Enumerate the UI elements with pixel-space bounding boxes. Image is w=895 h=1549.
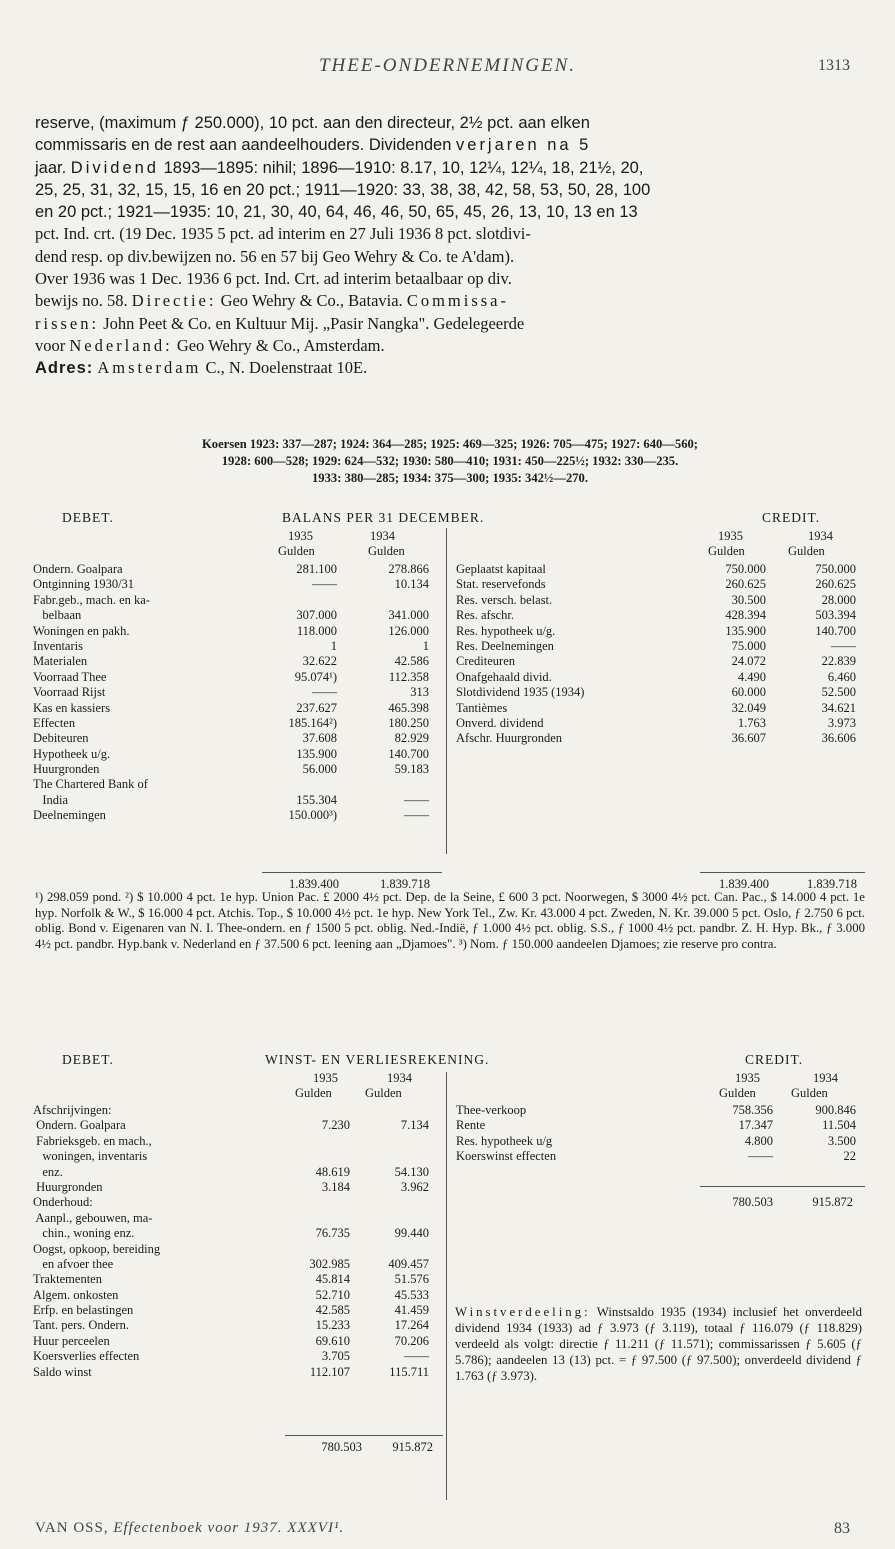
footer-page-number: 83 <box>834 1520 850 1537</box>
balans-debet-colheads <box>262 529 442 559</box>
value-1935: 758.356 <box>732 1103 773 1117</box>
table-row <box>33 1103 443 1118</box>
page-number: 1313 <box>818 57 850 74</box>
value-1935: 4.800 <box>744 1133 773 1148</box>
total-rule <box>285 1435 443 1436</box>
intro-line <box>35 157 865 179</box>
intro-line <box>35 313 865 335</box>
value-1934: 41.459 <box>394 1303 429 1318</box>
row-label: Ondern. Goalpara <box>33 562 123 576</box>
value-1935: 118.000 <box>296 623 337 638</box>
row-label: Res. versch. belast. <box>456 592 553 607</box>
row-label: Tant. pers. Ondern. <box>33 1318 129 1333</box>
total-1935: 780.503 <box>732 1195 773 1209</box>
value-1935: 428.394 <box>725 608 766 623</box>
total-rule <box>700 1186 865 1187</box>
row-label: Geplaatst kapitaal <box>456 562 546 576</box>
row-label: Deelnemingen <box>33 808 106 823</box>
intro-text: jaar. <box>35 158 67 177</box>
row-label: Ontginning 1930/31 <box>33 577 135 592</box>
table-row <box>456 608 866 623</box>
table-row <box>456 701 866 716</box>
value-1934: 313 <box>410 685 429 700</box>
table-row <box>456 1134 866 1149</box>
row-label: chin., woning enz. <box>33 1226 135 1241</box>
balans-title: BALANS PER 31 DECEMBER. <box>282 510 485 525</box>
unit-head: Gulden <box>788 544 825 558</box>
balans-debet-table <box>33 562 443 824</box>
year-head: 1934 <box>808 529 833 543</box>
unit-head: Gulden <box>278 544 315 558</box>
row-label: Erfp. en belastingen <box>33 1303 134 1318</box>
value-1934: 126.000 <box>388 623 429 638</box>
running-header: THEE-ONDERNEMINGEN. <box>318 55 576 76</box>
value-1935: 135.900 <box>725 623 766 638</box>
value-1934: 278.866 <box>388 562 429 576</box>
table-row <box>456 731 866 746</box>
value-1935: 281.100 <box>296 562 337 576</box>
intro-text: bewijs no. 58. <box>35 291 128 311</box>
table-row <box>33 1272 443 1287</box>
value-1935: 135.900 <box>296 746 337 761</box>
row-label: Res. hypotheek u/g <box>456 1133 553 1148</box>
value-1934: 465.398 <box>388 700 429 715</box>
year-head: 1935 <box>735 1071 760 1085</box>
value-1934: 45.533 <box>394 1287 429 1302</box>
intro-line: 25, 25, 31, 32, 15, 15, 16 en 20 pct.; 1911—1920: 33, 38, 38, 42, 58, 53, 50, 28, 100 <box>35 180 651 199</box>
intro-line: en 20 pct.; 1921—1935: 10, 21, 30, 40, 64, 46, 46, 50, 65, 45, 26, 13, 10, 13 en 13 <box>35 203 638 222</box>
table-row <box>33 762 443 777</box>
table-row <box>33 608 443 623</box>
table-row <box>33 1226 443 1241</box>
row-label: Inventaris <box>33 638 83 653</box>
table-row <box>456 654 866 669</box>
year-head: 1935 <box>288 529 313 543</box>
value-1934: 70.206 <box>394 1333 429 1348</box>
value-1934: 82.929 <box>394 731 429 746</box>
winst-debet-table <box>33 1103 443 1380</box>
row-label: Woningen en pakh. <box>33 623 130 638</box>
table-row <box>33 1303 443 1318</box>
unit-head: Gulden <box>295 1086 332 1100</box>
intro-line: pct. Ind. crt. (19 Dec. 1935 5 pct. ad interim en 27 Juli 1936 8 pct. slotdivi- <box>35 224 531 244</box>
unit-head: Gulden <box>791 1086 828 1100</box>
table-row <box>33 1318 443 1333</box>
table-row <box>33 1149 443 1164</box>
row-label: Kas en kassiers <box>33 700 111 715</box>
row-label: Debiteuren <box>33 731 89 746</box>
value-1935: 150.000³) <box>288 808 337 823</box>
unit-head: Gulden <box>368 544 405 558</box>
value-1934: 750.000 <box>815 562 856 576</box>
row-label: Fabrieksgeb. en mach., <box>33 1133 152 1148</box>
value-1934: 36.606 <box>821 731 856 746</box>
balance-footnotes: ¹) 298.059 pond. ²) $ 10.000 4 pct. 1e hyp. Union Pac. £ 2000 4½ pct. Dep. de la Seine, £ 600 3 pct. Noorwegen, $ 3000 4½ pct. Can. Pac., $ 14.000 4 pct. 1e hyp. Norfolk & W., $ 16.000 4 pct. Atchis. Top., $ 10.000 4½ pct. 1e hyp. New York Tel., Zw. Kr. 43.000 4 pct. Zweden, N. Kr. 39.000 5 pct. Oslo, ƒ 2.750 6 pct. oblig. Bond v. Eigenaren van N. I. Thee-ondern. en ƒ 1500 5 pct. oblig. Ned.-Indië, ƒ 1.000 4½ pct. oblig. S.S., ƒ 1000 4½ pct. pandbr. Z. H. Hyp. Bk., ƒ 3.000 4½ pct. pandbr. Hyp.bank v. Nederland en ƒ 37.500 6 pct. leening aan „Djamoes". ³) Nom. ƒ 150.000 aandeelen Djamoes; zie reserve pro contra. <box>35 890 865 951</box>
winst-title: WINST- EN VERLIESREKENING. <box>265 1052 490 1067</box>
value-1934: 54.130 <box>394 1164 429 1179</box>
winst-credit-label: CREDIT. <box>745 1052 804 1067</box>
spaced-text: Dividend <box>70 158 159 177</box>
row-label: enz. <box>33 1164 63 1179</box>
intro-line <box>35 134 865 156</box>
table-row <box>33 1257 443 1272</box>
year-head: 1935 <box>313 1071 338 1085</box>
row-label: Hypotheek u/g. <box>33 746 111 761</box>
value-1934: 409.457 <box>388 1256 429 1271</box>
table-row <box>33 1242 443 1257</box>
table-row <box>33 685 443 700</box>
value-1935: —— <box>748 1149 773 1164</box>
prices-line: Koersen 1923: 337—287; 1924: 364—285; 1925: 469—325; 1926: 705—475; 1927: 640—560; <box>201 437 698 451</box>
value-1934: 7.134 <box>400 1118 429 1133</box>
table-row <box>456 639 866 654</box>
spaced-text: Commissa- <box>406 291 509 311</box>
value-1935: 24.072 <box>731 654 766 669</box>
address-text: C., N. Doelenstraat 10E. <box>205 358 368 378</box>
row-label: Stat. reservefonds <box>456 577 546 592</box>
value-1935: 76.735 <box>315 1226 350 1241</box>
value-1935: 60.000 <box>731 685 766 700</box>
winst-credit-table <box>456 1103 866 1165</box>
total-1935: 1.839.400 <box>719 877 769 891</box>
value-1934: 99.440 <box>394 1226 429 1241</box>
value-1934: 42.586 <box>394 654 429 669</box>
table-row <box>33 593 443 608</box>
table-row <box>33 747 443 762</box>
row-label: Voorraad Thee <box>33 669 107 684</box>
unit-head: Gulden <box>719 1086 756 1100</box>
balans-credit-label: CREDIT. <box>762 510 821 525</box>
row-label: Onderhoud: <box>33 1195 93 1210</box>
distribution-text: Winstsaldo 1935 (1934) inclusief het onverdeeld dividend 1934 (1933) ad ƒ 3.973 (ƒ 3.119), totaal ƒ 116.079 (ƒ 118.829) verdeeld als volgt: directie ƒ 11.211 (ƒ 11.571); commissarissen ƒ 5.605 (ƒ 5.786); aandeelen 13 (13) pct. = ƒ 97.500 (ƒ 97.500); onverdeeld dividend ƒ 1.763 (ƒ 3.973). <box>455 1305 863 1384</box>
table-row <box>456 562 866 577</box>
value-1934: 503.394 <box>815 608 856 623</box>
footer-title: Effectenboek voor 1937. XXXVI¹. <box>113 1520 345 1536</box>
value-1935: 32.622 <box>302 654 337 669</box>
table-row <box>456 685 866 700</box>
balans-credit-colheads <box>700 529 865 559</box>
table-row <box>456 670 866 685</box>
row-label: Onafgehaald divid. <box>456 669 552 684</box>
value-1934: 28.000 <box>821 592 856 607</box>
value-1935: 69.610 <box>315 1333 350 1348</box>
table-row <box>33 654 443 669</box>
total-rule <box>262 872 442 873</box>
row-label: Oogst, opkoop, bereiding <box>33 1241 161 1256</box>
row-label: Huurgronden <box>33 1179 103 1194</box>
value-1934: 17.264 <box>394 1318 429 1333</box>
value-1934: 51.576 <box>394 1272 429 1287</box>
table-row <box>33 1211 443 1226</box>
intro-line: Over 1936 was 1 Dec. 1936 6 pct. Ind. Crt. ad interim betaalbaar op div. <box>35 269 512 289</box>
row-label: Voorraad Rijst <box>33 685 106 700</box>
value-1934: 260.625 <box>815 577 856 592</box>
value-1935: 75.000 <box>731 638 766 653</box>
prices-line: 1933: 380—285; 1934: 375—300; 1935: 342½—270. <box>312 471 588 485</box>
table-row <box>456 1118 866 1133</box>
footer-author: VAN OSS, <box>35 1520 109 1536</box>
value-1935: 3.184 <box>321 1179 350 1194</box>
value-1934: —— <box>404 792 429 807</box>
value-1935: 56.000 <box>302 762 337 777</box>
value-1934: 140.700 <box>388 746 429 761</box>
row-label: belbaan <box>33 608 82 623</box>
row-label: Traktementen <box>33 1272 102 1287</box>
row-label: Huur perceelen <box>33 1333 110 1348</box>
row-label: Rente <box>456 1118 486 1133</box>
value-1934: 6.460 <box>827 669 856 684</box>
intro-line <box>35 290 865 312</box>
intro-text: Geo Wehry & Co., Amsterdam. <box>176 335 385 355</box>
table-row <box>33 716 443 731</box>
value-1934: 112.358 <box>388 669 429 684</box>
table-row <box>33 777 443 792</box>
value-1934: 3.962 <box>400 1179 429 1194</box>
value-1934: 900.846 <box>815 1103 856 1117</box>
year-head: 1934 <box>387 1071 412 1085</box>
value-1935: 4.490 <box>737 669 766 684</box>
table-row <box>456 577 866 592</box>
table-row <box>33 1118 443 1133</box>
row-label: Tantièmes <box>456 700 508 715</box>
value-1934: 34.621 <box>821 700 856 715</box>
value-1935: 307.000 <box>296 608 337 623</box>
address-line <box>35 357 865 379</box>
value-1934: 1 <box>422 638 429 653</box>
total-1935: 1.839.400 <box>289 877 339 891</box>
value-1935: —— <box>312 577 337 592</box>
column-divider <box>446 1072 447 1500</box>
value-1935: 37.608 <box>302 731 337 746</box>
table-row <box>33 701 443 716</box>
table-row <box>33 1195 443 1210</box>
value-1934: 11.504 <box>822 1118 856 1133</box>
row-label: Koerswinst effecten <box>456 1149 557 1164</box>
value-1935: 1 <box>330 638 337 653</box>
table-row <box>33 808 443 823</box>
intro-text: commissaris en de rest aan aandeelhouders. Dividenden <box>35 136 452 155</box>
value-1934: —— <box>831 638 856 653</box>
value-1935: 45.814 <box>315 1272 350 1287</box>
value-1934: 115.711 <box>389 1364 429 1379</box>
table-row <box>33 1165 443 1180</box>
table-row <box>33 624 443 639</box>
table-row <box>456 624 866 639</box>
year-head: 1934 <box>370 529 395 543</box>
row-label: en afvoer thee <box>33 1256 114 1271</box>
row-label: Huurgronden <box>33 762 100 777</box>
value-1935: 185.164²) <box>288 715 337 730</box>
value-1935: —— <box>312 685 337 700</box>
row-label: The Chartered Bank of <box>33 777 148 792</box>
intro-line <box>35 335 865 357</box>
table-row <box>33 577 443 592</box>
value-1935: 42.585 <box>315 1303 350 1318</box>
table-row <box>33 1349 443 1364</box>
prices-line: 1928: 600—528; 1929: 624—532; 1930: 580—410; 1931: 450—225½; 1932: 330—235. <box>221 454 679 468</box>
value-1935: 260.625 <box>725 577 766 592</box>
row-label: Aanpl., gebouwen, ma- <box>33 1210 153 1225</box>
value-1934: 22 <box>843 1149 856 1164</box>
profit-distribution <box>455 1304 862 1384</box>
value-1935: 302.985 <box>309 1256 350 1271</box>
winst-debet-colheads <box>285 1071 445 1101</box>
balans-debet-label: DEBET. <box>62 510 114 525</box>
spaced-text: verjaren na 5 <box>456 136 592 155</box>
row-label: Crediteuren <box>456 654 516 669</box>
intro-text: 1893—1895: nihil; 1896—1910: 8.17, 10, 12¼, 12¼, 18, 21½, 20, <box>163 158 644 177</box>
spaced-text: Directie: <box>131 291 217 311</box>
row-label: Res. afschr. <box>456 608 514 623</box>
row-label: Fabr.geb., mach. en ka- <box>33 592 150 607</box>
table-row <box>456 716 866 731</box>
row-label: Res. hypotheek u/g. <box>456 623 556 638</box>
value-1935: 48.619 <box>315 1164 350 1179</box>
row-label: Koersverlies effecten <box>33 1349 140 1364</box>
intro-text: Geo Wehry & Co., Batavia. <box>220 291 403 311</box>
row-label: Ondern. Goalpara <box>33 1118 126 1133</box>
value-1935: 7.230 <box>321 1118 350 1133</box>
value-1935: 750.000 <box>725 562 766 576</box>
value-1935: 155.304 <box>296 792 337 807</box>
table-row <box>456 1149 866 1164</box>
value-1934: 3.500 <box>827 1133 856 1148</box>
value-1935: 30.500 <box>731 592 766 607</box>
row-label: Effecten <box>33 715 76 730</box>
share-prices <box>35 436 865 487</box>
table-row <box>33 639 443 654</box>
total-1934: 915.872 <box>812 1195 853 1209</box>
table-row <box>33 1180 443 1195</box>
row-label: Res. Deelnemingen <box>456 638 554 653</box>
row-label: woningen, inventaris <box>33 1149 148 1164</box>
value-1934: 3.973 <box>827 715 856 730</box>
value-1934: —— <box>404 808 429 823</box>
spaced-text: Winstverdeeling: <box>455 1305 591 1319</box>
table-row <box>456 1103 866 1118</box>
value-1934: 341.000 <box>388 608 429 623</box>
row-label: India <box>33 792 69 807</box>
value-1935: 95.074¹) <box>294 669 337 684</box>
spaced-text: Nederland: <box>69 335 173 355</box>
intro-text: John Peet & Co. en Kultuur Mij. „Pasir Nangka". Gedelegeerde <box>103 313 525 333</box>
row-label: Thee-verkoop <box>456 1103 527 1117</box>
value-1934: —— <box>404 1349 429 1364</box>
balans-credit-table <box>456 562 866 747</box>
address-label: Adres: <box>35 359 94 378</box>
row-label: Afschr. Huurgronden <box>456 731 562 746</box>
value-1934: 59.183 <box>394 762 429 777</box>
year-head: 1935 <box>718 529 743 543</box>
value-1934: 22.839 <box>821 654 856 669</box>
row-label: Slotdividend 1935 (1934) <box>456 685 585 700</box>
value-1935: 17.347 <box>738 1118 773 1133</box>
value-1935: 112.107 <box>309 1364 350 1379</box>
unit-head: Gulden <box>365 1086 402 1100</box>
table-row <box>33 1288 443 1303</box>
table-row <box>33 1134 443 1149</box>
unit-head: Gulden <box>708 544 745 558</box>
row-label: Materialen <box>33 654 88 669</box>
total-1934: 1.839.718 <box>380 877 430 891</box>
total-1935: 780.503 <box>321 1440 362 1454</box>
table-row <box>33 562 443 577</box>
intro-text: voor <box>35 335 66 355</box>
row-label: Saldo winst <box>33 1364 92 1379</box>
total-rule <box>700 872 865 873</box>
value-1934: 10.134 <box>394 577 429 592</box>
column-divider <box>446 528 447 854</box>
row-label: Afschrijvingen: <box>33 1103 112 1117</box>
value-1934: 52.500 <box>821 685 856 700</box>
row-label: Algem. onkosten <box>33 1287 119 1302</box>
value-1934: 140.700 <box>815 623 856 638</box>
intro-line: reserve, (maximum ƒ 250.000), 10 pct. aan den directeur, 2½ pct. aan elken <box>35 114 590 132</box>
table-row <box>33 1365 443 1380</box>
spaced-text: Amsterdam <box>97 358 202 378</box>
total-1934: 915.872 <box>392 1440 433 1454</box>
total-1934: 1.839.718 <box>807 877 857 891</box>
page-footer <box>35 1520 344 1537</box>
intro-line: dend resp. op div.bewijzen no. 56 en 57 bij Geo Wehry & Co. te A'dam). <box>35 246 515 266</box>
value-1935: 237.627 <box>296 700 337 715</box>
value-1935: 36.607 <box>731 731 766 746</box>
winst-debet-label: DEBET. <box>62 1052 114 1067</box>
year-head: 1934 <box>813 1071 838 1085</box>
value-1934: 180.250 <box>388 715 429 730</box>
table-row <box>33 793 443 808</box>
table-row <box>33 731 443 746</box>
table-row <box>456 593 866 608</box>
row-label: Onverd. dividend <box>456 715 544 730</box>
value-1935: 52.710 <box>315 1287 350 1302</box>
value-1935: 15.233 <box>315 1318 350 1333</box>
value-1935: 3.705 <box>321 1349 350 1364</box>
intro-paragraph <box>35 112 865 380</box>
spaced-text: rissen: <box>35 313 100 333</box>
table-row <box>33 670 443 685</box>
value-1935: 1.763 <box>737 715 766 730</box>
table-row <box>33 1334 443 1349</box>
value-1935: 32.049 <box>731 700 766 715</box>
winst-credit-colheads <box>705 1071 865 1101</box>
